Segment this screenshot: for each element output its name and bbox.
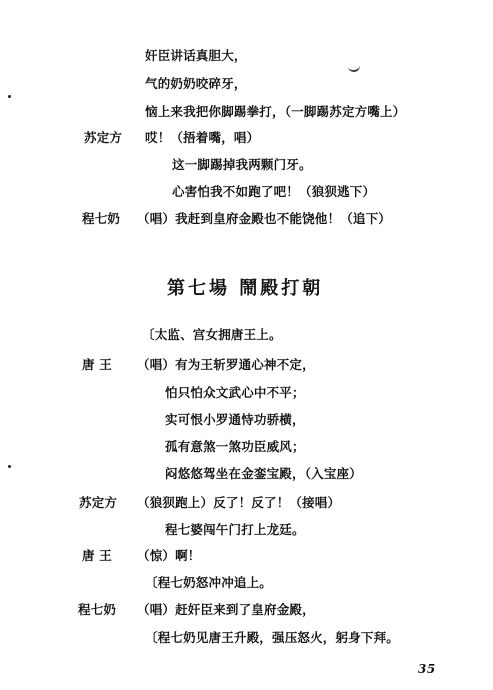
scene-title: 第七場 鬧殿打朝 <box>167 278 324 299</box>
text-line-15: （惊）啊！ <box>137 548 201 563</box>
text-line-9: 怕只怕众文武心中不平； <box>165 385 305 400</box>
speaker-tang-wang-2: 唐 王 <box>82 548 112 563</box>
stage-direction-3: 〔程七奶见唐王升殿，强压怒火，躬身下拜。 <box>145 630 400 645</box>
text-line-1: 奸臣讲话真胆大， <box>145 48 247 63</box>
text-line-4: 哎！（捂着嘴，唱） <box>145 130 260 145</box>
text-line-7: （唱）我赶到皇府金殿也不能饶他！（追下） <box>137 211 392 226</box>
text-line-6: 心害怕我不如跑了吧！（狼狈逃下） <box>172 184 376 199</box>
text-line-14: 程七婆闯午门打上龙廷。 <box>165 522 305 537</box>
page-number: 35 <box>418 662 436 676</box>
ink-speck <box>347 61 360 73</box>
margin-mark <box>8 465 11 468</box>
text-line-12: 闷悠悠驾坐在金銮宝殿，（入宝座） <box>165 466 362 481</box>
stage-direction-2: 〔程七奶怒冲冲追上。 <box>145 575 273 590</box>
speaker-tang-wang-1: 唐 王 <box>82 357 112 372</box>
text-line-16: （唱）赶奸臣来到了皇府金殿， <box>137 602 315 617</box>
speaker-cheng-qinai-2: 程七奶 <box>78 602 117 617</box>
text-line-2: 气的奶奶咬碎牙， <box>145 76 247 91</box>
speaker-cheng-qinai-1: 程七奶 <box>82 211 121 226</box>
stage-direction-1: 〔太监、宫女拥唐王上。 <box>142 327 282 342</box>
text-line-11: 孤有意煞一煞功臣威风； <box>165 439 305 454</box>
text-line-10: 实可恨小罗通恃功骄横， <box>165 412 305 427</box>
text-line-8: （唱）有为王斩罗通心神不定， <box>137 357 315 372</box>
text-line-5: 这一脚踢掉我两颗门牙。 <box>172 157 312 172</box>
margin-mark <box>8 95 11 98</box>
text-line-13: （狼狈跑上）反了！反了！（接唱） <box>137 495 341 510</box>
text-line-3: 恼上来我把你脚踢拳打，（一脚踢苏定方嘴上） <box>145 104 406 119</box>
speaker-su-dingfang-1: 苏定方 <box>84 130 123 145</box>
speaker-su-dingfang-2: 苏定方 <box>79 495 118 510</box>
